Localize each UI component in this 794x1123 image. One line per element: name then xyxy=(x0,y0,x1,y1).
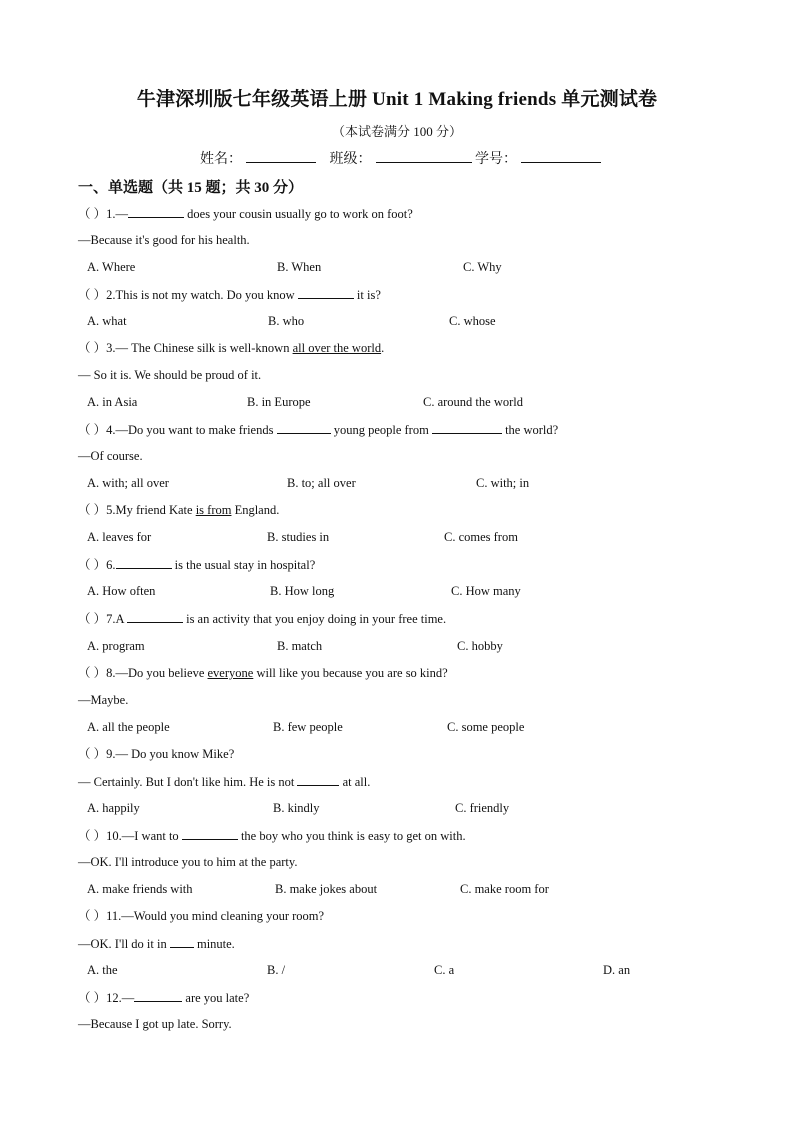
option-b[interactable]: B. / xyxy=(267,963,286,977)
question-1-reply: —Because it's good for his health. xyxy=(78,233,250,247)
option-b[interactable]: B. match xyxy=(277,639,323,653)
student-info-row xyxy=(200,148,601,168)
question-4-reply: —Of course. xyxy=(78,449,143,463)
option-a[interactable]: A. happily xyxy=(87,801,140,815)
class-field[interactable] xyxy=(376,148,472,163)
class-label: 班级： xyxy=(329,152,372,167)
answer-blank xyxy=(116,556,172,569)
option-c[interactable]: C. Why xyxy=(463,260,502,274)
option-a[interactable]: A. what xyxy=(87,314,127,328)
question-11: （ ）11.—Would you mind cleaning your room? xyxy=(78,909,325,923)
question-5: （ ）5.My friend Kate is from England. xyxy=(78,503,280,517)
option-b[interactable]: B. in Europe xyxy=(247,395,311,409)
question-8-reply: —Maybe. xyxy=(78,693,129,707)
option-b[interactable]: B. How long xyxy=(270,584,335,598)
option-c[interactable]: C. around the world xyxy=(423,395,523,409)
option-a[interactable]: A. with; all over xyxy=(87,476,169,490)
question-7: （ ）7.A is an activity that you enjoy doing in your free time. xyxy=(78,612,447,626)
option-a[interactable]: A. program xyxy=(87,639,145,653)
question-12-reply: —Because I got up late. Sorry. xyxy=(78,1017,232,1031)
underlined-phrase: all over the world xyxy=(292,341,382,355)
option-d[interactable]: D. an xyxy=(603,963,631,977)
answer-blank xyxy=(127,610,183,623)
option-c[interactable]: C. make room for xyxy=(460,882,549,896)
option-b[interactable]: B. studies in xyxy=(267,530,330,544)
option-c[interactable]: C. How many xyxy=(451,584,521,598)
page-title: 牛津深圳版七年级英语上册 Unit 1 Making friends 单元测试卷 xyxy=(136,89,658,110)
question-12: （ ）12.— are you late? xyxy=(78,991,250,1005)
question-11-reply: —OK. I'll do it in minute. xyxy=(78,937,235,951)
option-c[interactable]: C. a xyxy=(434,963,455,977)
option-a[interactable]: A. How often xyxy=(87,584,156,598)
option-c[interactable]: C. comes from xyxy=(444,530,518,544)
option-c[interactable]: C. hobby xyxy=(457,639,503,653)
option-a[interactable]: A. the xyxy=(87,963,118,977)
option-b[interactable]: B. kindly xyxy=(273,801,320,815)
answer-blank xyxy=(432,421,502,434)
student-id-label: 学号： xyxy=(475,152,517,167)
answer-blank xyxy=(182,827,238,840)
option-a[interactable]: A. in Asia xyxy=(87,395,138,409)
question-3: （ ）3.— The Chinese silk is well-known all over the world. xyxy=(78,341,385,355)
option-c[interactable]: C. friendly xyxy=(455,801,510,815)
option-b[interactable]: B. few people xyxy=(273,720,343,734)
question-2: （ ）2.This is not my watch. Do you know it is? xyxy=(78,288,381,302)
option-c[interactable]: C. whose xyxy=(449,314,496,328)
option-a[interactable]: A. Where xyxy=(87,260,136,274)
underlined-phrase: everyone xyxy=(207,666,254,680)
option-c[interactable]: C. some people xyxy=(447,720,525,734)
question-6: （ ）6. is the usual stay in hospital? xyxy=(78,558,316,572)
question-1: （ ）1.— does your cousin usually go to work on foot? xyxy=(78,207,413,221)
answer-blank xyxy=(128,205,184,218)
answer-blank xyxy=(170,935,194,948)
option-a[interactable]: A. make friends with xyxy=(87,882,193,896)
option-b[interactable]: B. who xyxy=(268,314,305,328)
question-10: （ ）10.—I want to the boy who you think is easy to get on with. xyxy=(78,829,466,843)
student-id-field[interactable] xyxy=(521,148,601,163)
option-b[interactable]: B. When xyxy=(277,260,322,274)
question-9: （ ）9.— Do you know Mike? xyxy=(78,747,235,761)
answer-blank xyxy=(298,286,354,299)
question-8: （ ）8.—Do you believe everyone will like you because you are so kind? xyxy=(78,666,448,680)
question-10-reply: —OK. I'll introduce you to him at the party. xyxy=(78,855,298,869)
question-4: （ ）4.—Do you want to make friends young people from the world? xyxy=(78,423,559,437)
option-c[interactable]: C. with; in xyxy=(476,476,530,490)
name-label: 姓名： xyxy=(200,152,242,167)
option-a[interactable]: A. leaves for xyxy=(87,530,152,544)
page-subtitle: （本试卷满分 100 分） xyxy=(331,124,462,139)
answer-blank xyxy=(134,989,182,1002)
option-a[interactable]: A. all the people xyxy=(87,720,170,734)
underlined-phrase: is from xyxy=(195,503,232,517)
question-9-reply: — Certainly. But I don't like him. He is not at all. xyxy=(78,775,371,789)
name-field[interactable] xyxy=(246,148,316,163)
option-b[interactable]: B. make jokes about xyxy=(275,882,378,896)
option-b[interactable]: B. to; all over xyxy=(287,476,356,490)
section-title: 一、单选题（共 15 题；共 30 分） xyxy=(78,180,304,196)
question-3-reply: — So it is. We should be proud of it. xyxy=(78,368,262,382)
answer-blank xyxy=(277,421,331,434)
answer-blank xyxy=(297,773,339,786)
